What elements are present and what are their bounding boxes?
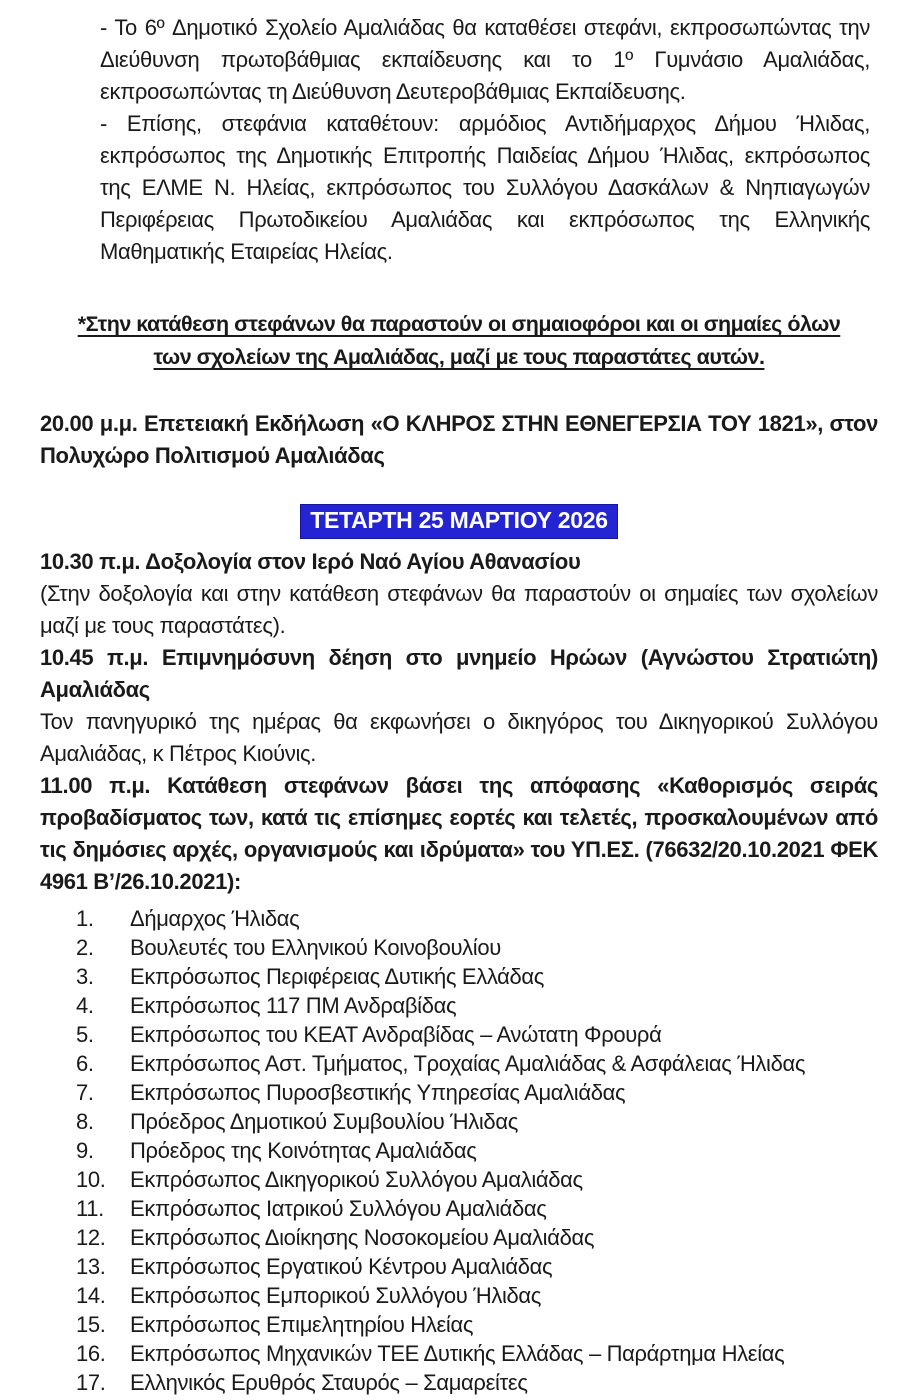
item-number: 5. [76, 1022, 94, 1047]
flag-bearers-note-line-2: των σχολείων της Αμαλιάδας, μαζί με τους παραστάτες αυτών. [153, 345, 765, 369]
wreath-order-item [40, 1107, 878, 1136]
item-text: Εκπρόσωπος Πυροσβεστικής Υπηρεσίας Αμαλιάδας [130, 1080, 626, 1105]
flag-bearers-note-line-1: *Στην κατάθεση στεφάνων θα παραστούν οι σημαιοφόροι και οι σημαίες όλων [77, 312, 841, 336]
item-number: 6. [76, 1051, 94, 1076]
paragraph-school-wreaths: - Το 6º Δημοτικό Σχολείο Αμαλιάδας θα καταθέσει στεφάνι, εκπροσωπώντας την Διεύθυνση πρωτοβάθμιας εκπαίδευσης και το 1º Γυμνάσιο Αμαλιάδας, εκπροσωπώντας τη Διεύθυνση Δευτεροβάθμιας Εκπαίδευσης. [100, 15, 870, 104]
event-1100-wreath-laying: 11.00 π.μ. Κατάθεση στεφάνων βάσει της απόφασης «Καθορισμός σειράς προβαδίσματος των, κατά τις επίσημες εορτές και τελετές, προσκαλουμένων από τις δημόσιες αρχές, οργανισμούς και ιδρύματα» του ΥΠ.ΕΣ. (76632/20.10.2021 ΦΕΚ 4961 Β’/26.10.2021): [40, 773, 878, 894]
item-number: 1. [76, 906, 94, 931]
wreath-order-item [40, 933, 878, 962]
wreath-order-item [40, 991, 878, 1020]
wreath-order-list [40, 904, 878, 1397]
wreath-order-item [40, 962, 878, 991]
wreath-order-item [40, 1223, 878, 1252]
item-text: Εκπρόσωπος Περιφέρειας Δυτικής Ελλάδας [130, 964, 545, 989]
wreath-order-item [40, 1252, 878, 1281]
note-1045-speaker: Τον πανηγυρικό της ημέρας θα εκφωνήσει ο δικηγόρος του Δικηγορικού Συλλόγου Αμαλιάδας, κ Πέτρος Κιούνις. [40, 709, 878, 766]
wreath-order-item [40, 1339, 878, 1368]
item-text: Εκπρόσωπος Ιατρικού Συλλόγου Αμαλιάδας [130, 1196, 547, 1221]
item-number: 4. [76, 993, 94, 1018]
item-number: 3. [76, 964, 94, 989]
item-text: Εκπρόσωπος 117 ΠΜ Ανδραβίδας [130, 993, 457, 1018]
event-2000-anniversary: 20.00 μ.μ. Επετειακή Εκδήλωση «Ο ΚΛΗΡΟΣ ΣΤΗΝ ΕΘΝΕΓΕΡΣΙΑ ΤΟΥ 1821», στον Πολυχώρο Πολιτισμού Αμαλιάδας [40, 411, 878, 468]
item-number: 17. [76, 1370, 106, 1395]
item-text: Εκπρόσωπος Διοίκησης Νοσοκομείου Αμαλιάδας [130, 1225, 595, 1250]
event-1030-doxology: 10.30 π.μ. Δοξολογία στον Ιερό Ναό Αγίου Αθανασίου [40, 549, 581, 574]
item-number: 9. [76, 1138, 94, 1163]
item-text: Εκπρόσωπος Εργατικού Κέντρου Αμαλιάδας [130, 1254, 553, 1279]
day-header-row [40, 504, 878, 539]
note-1030-flags: (Στην δοξολογία και στην κατάθεση στεφάνων θα παραστούν οι σημαίες των σχολείων μαζί με τους παραστάτες). [40, 581, 878, 638]
wreath-order-item [40, 1049, 878, 1078]
item-text: Εκπρόσωπος Επιμελητηρίου Ηλείας [130, 1312, 474, 1337]
wreath-order-item [40, 904, 878, 933]
wreath-order-item [40, 1281, 878, 1310]
flag-bearers-note [40, 308, 878, 374]
item-text: Βουλευτές του Ελληνικού Κοινοβουλίου [130, 935, 501, 960]
wreath-order-item [40, 1078, 878, 1107]
item-number: 13. [76, 1254, 106, 1279]
item-text: Πρόεδρος Δημοτικού Συμβουλίου Ήλιδας [130, 1109, 518, 1134]
item-number: 12. [76, 1225, 106, 1250]
item-number: 15. [76, 1312, 106, 1337]
item-number: 8. [76, 1109, 94, 1134]
item-text: Εκπρόσωπος του ΚΕΑΤ Ανδραβίδας – Ανώτατη Φρουρά [130, 1022, 662, 1047]
item-text: Εκπρόσωπος Δικηγορικού Συλλόγου Αμαλιάδας [130, 1167, 583, 1192]
item-number: 10. [76, 1167, 106, 1192]
item-text: Πρόεδρος της Κοινότητας Αμαλιάδας [130, 1138, 477, 1163]
item-text: Εκπρόσωπος Αστ. Τμήματος, Τροχαίας Αμαλιάδας & Ασφάλειας Ήλιδας [130, 1051, 806, 1076]
wreath-order-item [40, 1020, 878, 1049]
wreath-order-item [40, 1136, 878, 1165]
item-text: Δήμαρχος Ήλιδας [130, 906, 300, 931]
wreath-order-item [40, 1310, 878, 1339]
item-number: 14. [76, 1283, 106, 1308]
wreath-order-item [40, 1165, 878, 1194]
paragraph-additional-wreaths: - Επίσης, στεφάνια καταθέτουν: αρμόδιος Αντιδήμαρχος Δήμου Ήλιδας, εκπρόσωπος της Δημοτικής Επιτροπής Παιδείας Δήμου Ήλιδας, εκπρόσωπος της ΕΛΜΕ Ν. Ηλείας, εκπρόσωπος του Συλλόγου Δασκάλων & Νηπιαγωγών Περιφέρειας Πρωτοδικείου Αμαλιάδας και εκπρόσωπος της Ελληνικής Μαθηματικής Εταιρείας Ηλείας. [100, 111, 870, 264]
item-number: 16. [76, 1341, 106, 1366]
wreath-order-item [40, 1194, 878, 1223]
item-number: 7. [76, 1080, 94, 1105]
wreath-order-item [40, 1368, 878, 1397]
item-text: Ελληνικός Ερυθρός Σταυρός – Σαμαρείτες [130, 1370, 528, 1395]
item-text: Εκπρόσωπος Μηχανικών ΤΕΕ Δυτικής Ελλάδας – Παράρτημα Ηλείας [130, 1341, 785, 1366]
day-header-highlight: ΤΕΤΑΡΤΗ 25 ΜΑΡΤΙΟΥ 2026 [300, 504, 618, 539]
item-number: 11. [76, 1196, 104, 1221]
item-text: Εκπρόσωπος Εμπορικού Συλλόγου Ήλιδας [130, 1283, 542, 1308]
event-1045-memorial: 10.45 π.μ. Επιμνημόσυνη δέηση στο μνημείο Ηρώων (Αγνώστου Στρατιώτη) Αμαλιάδας [40, 645, 878, 702]
item-number: 2. [76, 935, 94, 960]
